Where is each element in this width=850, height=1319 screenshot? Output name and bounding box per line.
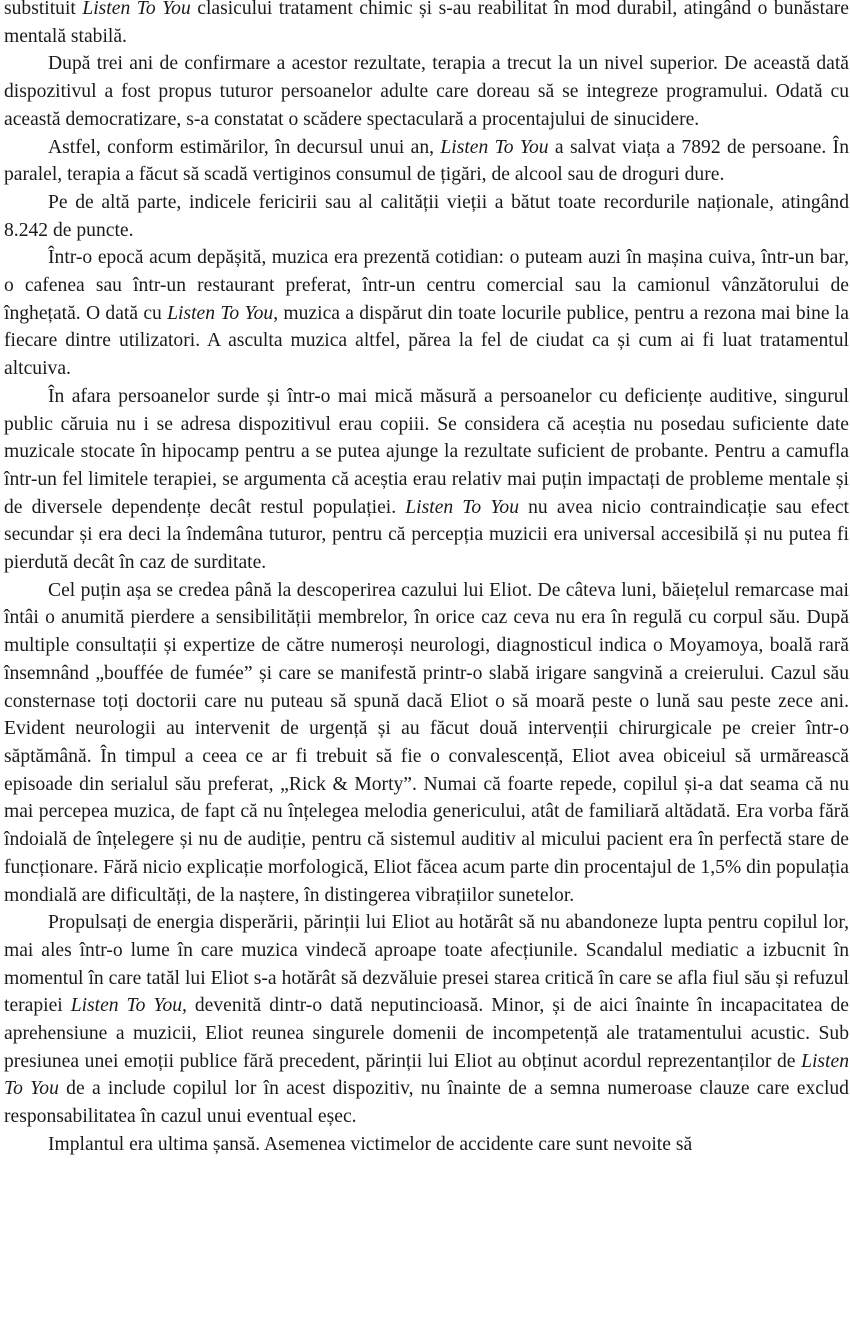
text-segment: nu avea nicio contraindicație sau efect secundar și era deci la îndemâna tuturor, pentru că percepția muzicii era universal accesibilă și nu putea fi pierdută decât în caz de surditate. — [4, 496, 849, 574]
paragraph — [4, 1131, 849, 1159]
paragraph — [4, 383, 849, 577]
text-segment: de a include copilul lor în acest dispozitiv, nu înainte de a semna numeroase clauze care exclud responsabilitatea în cazul unui eventual eșec. — [4, 1078, 849, 1128]
paragraph — [4, 0, 849, 50]
text-segment: După trei ani de confirmare a acestor rezultate, terapia a trecut la un nivel superior. De această dată dispozitivul a fost propus tuturor persoanelor adulte care doreau să se integreze programului. Odată cu această democratizare, s-a constatat o scădere spectaculară a procentajului de sinucidere. — [4, 53, 849, 130]
italic-text: Listen To You, — [70, 995, 187, 1017]
paragraph — [4, 50, 849, 133]
document-page — [4, 0, 849, 1159]
italic-text: Listen To You — [82, 0, 191, 19]
paragraph — [4, 244, 849, 383]
text-segment: substituit — [4, 0, 83, 19]
paragraph — [4, 909, 849, 1131]
italic-text: Listen To You — [167, 302, 274, 324]
text-segment: Cel puțin așa se credea până la descoperirea cazului lui Eliot. De câteva luni, băiețelul remarcase mai întâi o anumită pierdere a sensibilității membrelor, în orice caz ceva nu era în regulă cu corpul său. După multiple consultații și expertize de către numeroși neurologi, diagnosticul indica o Moyamoya, boală rară însemnând „bouffée de fumée” și care se manifestă printr-o slabă irigare sangvină a creierului. Cazul său consternase toți doctorii care nu puteau să spună dacă Eliot o să moară peste o lună sau peste zece ani. Evident neurologii au intervenit de urgență și au făcut două intervenții chirurgicale pe creier într-o săptămână. În timpul a ceea ce ar fi trebuit să fie o convalescență, Eliot avea obiceiul să urmărească episoade din serialul său preferat, „Rick & Morty”. Numai că foarte repede, copilul și-a dat seama că nu mai percepea muzica, de fapt că nu înțelegea melodia genericului, atât de familiară altădată. Era vorba fără îndoială de înțelegere și nu de audiție, pentru că sistemul auditiv al micului pacient era în perfectă stare de funcționare. Fără nicio explicație morfologică, Eliot făcea acum parte din procentajul de 1,5% din populația mondială are dificultăți, de la naștere, în distingerea vibrațiilor sunetelor. — [4, 579, 849, 906]
italic-text: Listen To You — [440, 136, 549, 158]
text-segment: Într-o epocă acum depășită, muzica era prezentă cotidian: o puteam auzi în mașina cuiva, într-un bar, o cafenea sau într-un restaurant preferat, într-un centru comercial sau la camionul vânzătorului de înghețată. O dată cu — [4, 247, 849, 324]
text-segment: a salvat viața a 7892 de persoane. În paralel, terapia a făcut să scadă vertiginos consumul de țigări, de alcool sau de droguri dure. — [4, 136, 849, 186]
text-segment: Pe de altă parte, indicele fericirii sau al calității vieții a bătut toate recordurile naționale, atingând 8.242 de puncte. — [4, 191, 849, 241]
text-segment: clasicului tratament chimic și s-au reabilitat în mod durabil, atingând o bunăstare mentală stabilă. — [4, 0, 849, 47]
italic-text: Listen To You — [405, 496, 520, 518]
text-segment: Propulsați de energia disperării, părinții lui Eliot au hotărât să nu abandoneze lupta pentru copilul lor, mai ales într-o lume în care muzica vindecă aproape toate afecțiunile. Scandalul mediatic a izbucnit în momentul în care tatăl lui Eliot s-a hotărât să dezvăluie presei starea critică în care se afla fiul său și refuzul terapiei — [4, 912, 849, 1017]
text-segment: devenită dintr-o dată neputincioasă. Minor, și de aici înainte în incapacitatea de aprehensiune a muzicii, Eliot reunea singurele domenii de incompetență ale tratamentului acustic. Sub presiunea unei emoții publice fără precedent, părinții lui Eliot au obținut acordul reprezentanților de — [4, 995, 849, 1072]
italic-text: Listen To You — [4, 1050, 849, 1100]
paragraph — [4, 577, 849, 909]
paragraph — [4, 134, 849, 189]
text-segment: În afara persoanelor surde și într-o mai mică măsură a persoanelor cu deficiențe auditive, singurul public căruia nu i se adresa dispozitivul erau copiii. Se considera că aceștia nu posedau suficiente date muzicale stocate în hipocamp pentru a se putea ajunge la rezultate suficient de probante. Pentru a camufla într-un fel limitele terapiei, se argumenta că aceștia erau relativ mai puțin impactați de probleme mentale și de diversele dependențe decât restul populației. — [4, 385, 849, 518]
text-segment: , muzica a dispărut din toate locurile publice, pentru a rezona mai bine la fiecare dintre utilizatori. A asculta muzica altfel, părea la fel de ciudat ca și cum ai fi luat tratamentul altcuiva. — [4, 302, 849, 380]
text-segment: Astfel, conform estimărilor, în decursul unui an, — [48, 136, 441, 158]
paragraph — [4, 189, 849, 244]
text-segment: Implantul era ultima șansă. Asemenea victimelor de accidente care sunt nevoite să — [48, 1133, 693, 1155]
